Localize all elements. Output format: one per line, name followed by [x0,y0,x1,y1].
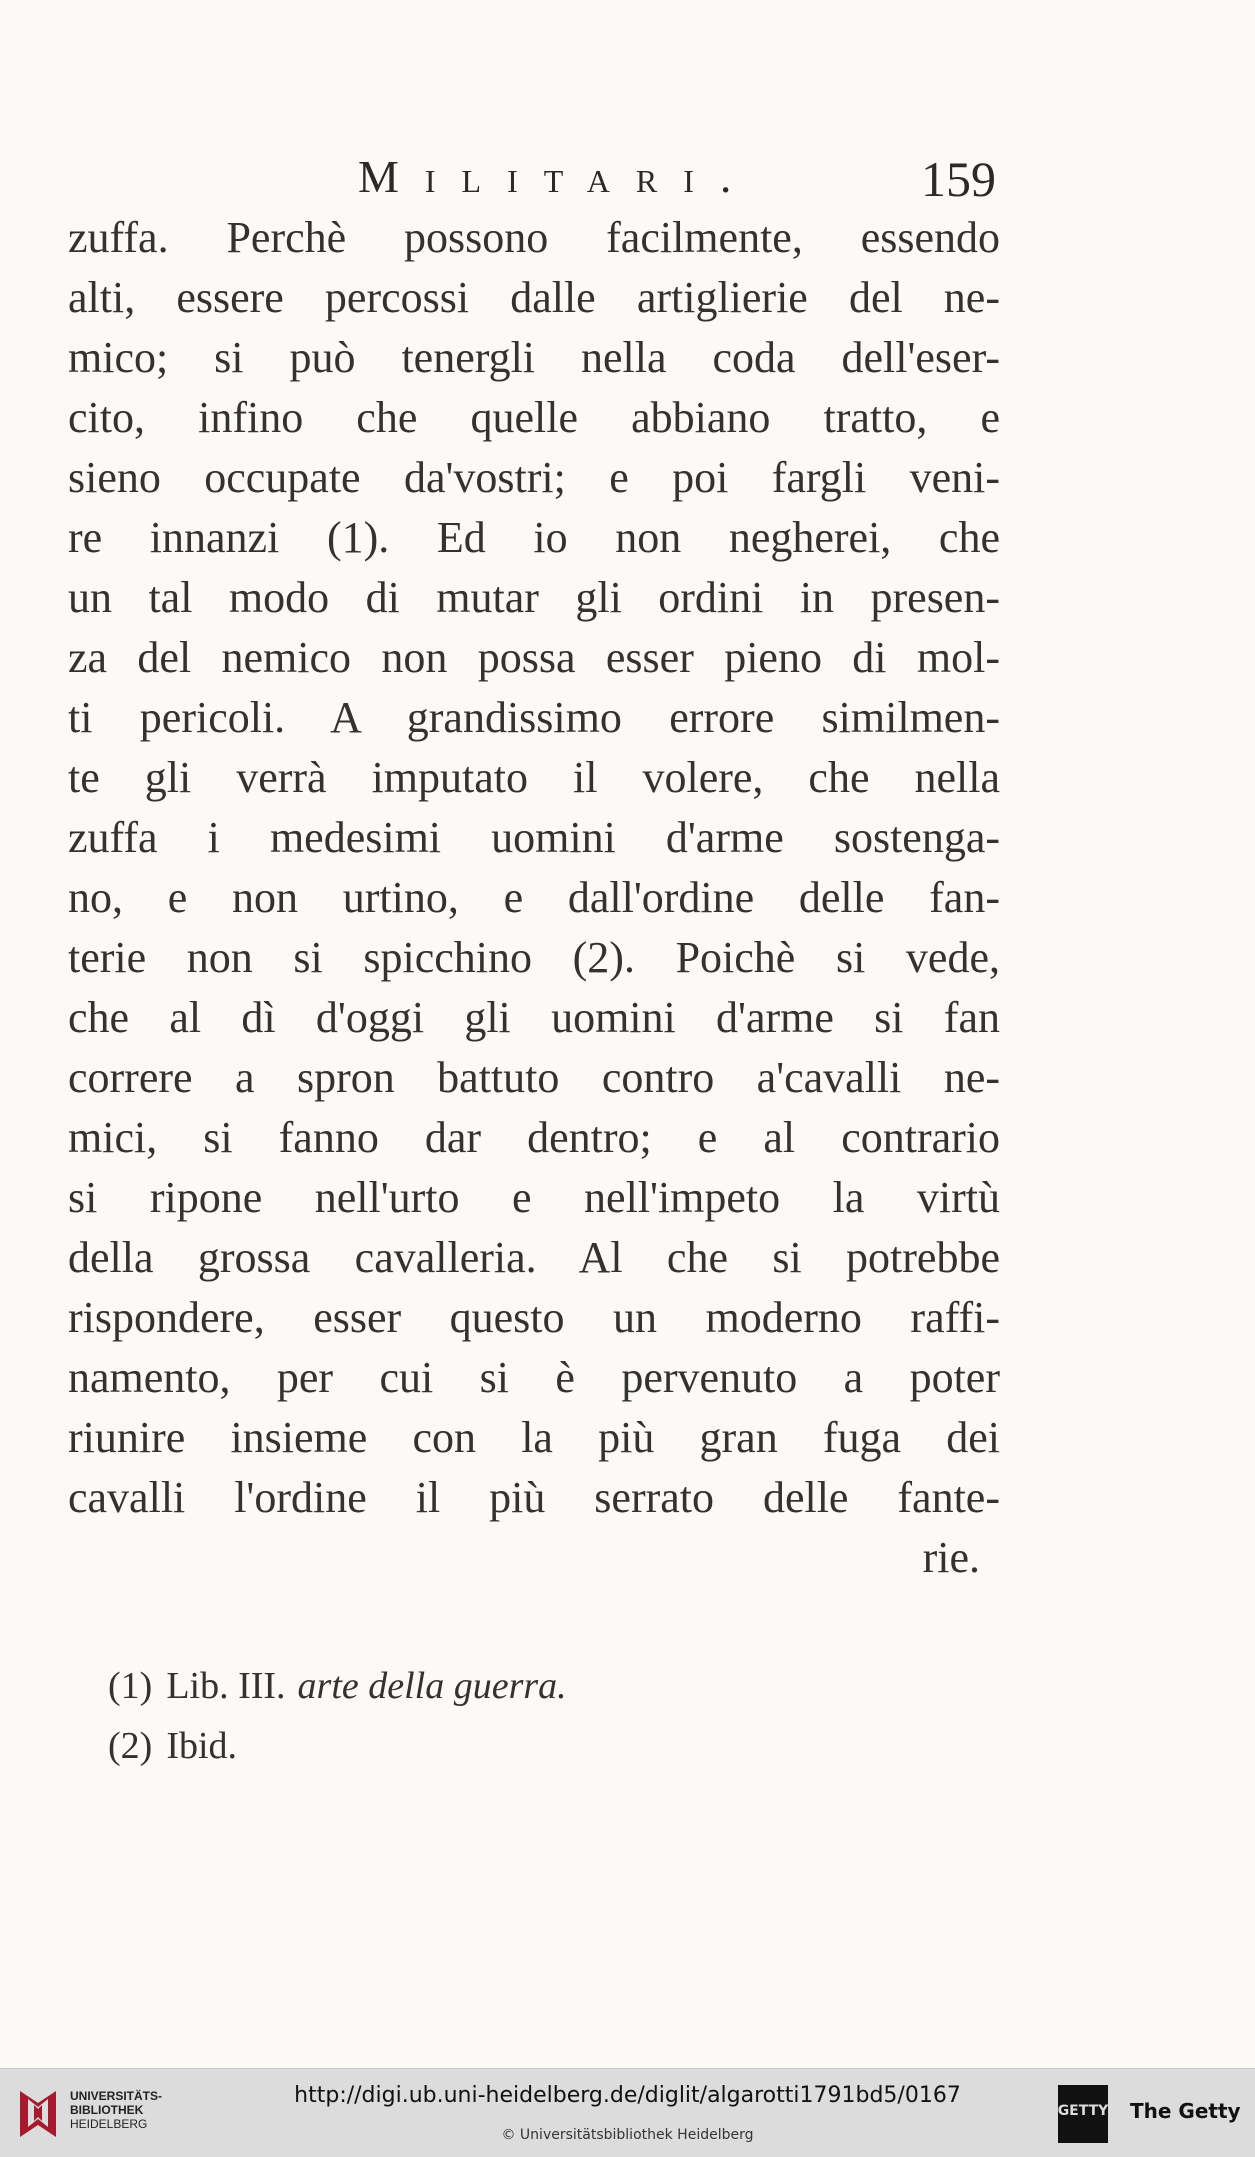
text-line: della grossa cavalleria. Al che si potrebbe [68,1233,1000,1282]
text-line: no, e non urtino, e dall'ordine delle fan- [68,873,1000,922]
footnote-text: Lib. III. [166,1665,286,1707]
text-line: un tal modo di mutar gli ordini in presen- [68,573,1000,622]
getty-logo-letters: GETTY [1057,2103,1109,2119]
running-head [68,150,1008,207]
text-line: riunire insieme con la più gran fuga dei [68,1413,1000,1462]
text-line: za del nemico non possa esser pieno di mol- [68,633,1000,682]
library-name-line-3: HEIDELBERG [70,2117,148,2131]
text-line: sieno occupate da'vostri; e poi fargli veni- [68,453,1000,502]
body-text [68,208,1000,1588]
text-line: correre a spron battuto contro a'cavalli ne- [68,1053,1000,1102]
text-line: mici, si fanno dar dentro; e al contrario [68,1113,1000,1162]
footnote-marker: (2) [108,1725,153,1767]
text-line: namento, per cui si è pervenuto a poter [68,1353,1000,1402]
footnotes [108,1656,908,1776]
library-name-line-2: BIBLIOTHEK [70,2103,144,2117]
text-line: ti pericoli. A grandissimo errore similmen- [68,693,1000,742]
text-line: che al dì d'oggi gli uomini d'arme si fan [68,993,1000,1042]
footnote-text: Ibid. [166,1725,238,1767]
running-title: Militari. [358,151,758,202]
footnote-marker: (1) [108,1665,153,1707]
text-line: terie non si spicchino (2). Poichè si vede, [68,933,1000,982]
text-line: rispondere, esser questo un moderno raffi- [68,1293,1000,1342]
viewer-footer [0,2068,1255,2157]
text-line: alti, essere percossi dalle artiglierie del ne- [68,273,1000,322]
getty-logo-icon [1056,2083,1110,2145]
text-line-final: rie. [922,1533,980,1582]
footnote-1 [108,1656,908,1716]
text-line: re innanzi (1). Ed io non negherei, che [68,513,1000,562]
page-number: 159 [921,151,996,207]
text-line: mico; si può tenergli nella coda dell'eser- [68,333,1000,382]
permalink-url[interactable]: http://digi.ub.uni-heidelberg.de/diglit/algarotti1791bd5/0167 [294,2083,961,2108]
text-line: zuffa. Perchè possono facilmente, essendo [68,213,1000,262]
footnote-2 [108,1716,908,1776]
library-name-line-1: UNIVERSITÄTS- [70,2089,163,2103]
text-line: zuffa i medesimi uomini d'arme sostenga- [68,813,1000,862]
text-line: cito, infino che quelle abbiano tratto, e [68,393,1000,442]
text-line: cavalli l'ordine il più serrato delle fante- [68,1473,1000,1522]
text-line: te gli verrà imputato il volere, che nella [68,753,1000,802]
text-line: si ripone nell'urto e nell'impeto la virtù [68,1173,1000,1222]
partner-name: The Getty [1130,2099,1241,2123]
footnote-italic-text: arte della guerra. [297,1665,567,1707]
copyright-notice: © Universitätsbibliothek Heidelberg [501,2127,754,2143]
